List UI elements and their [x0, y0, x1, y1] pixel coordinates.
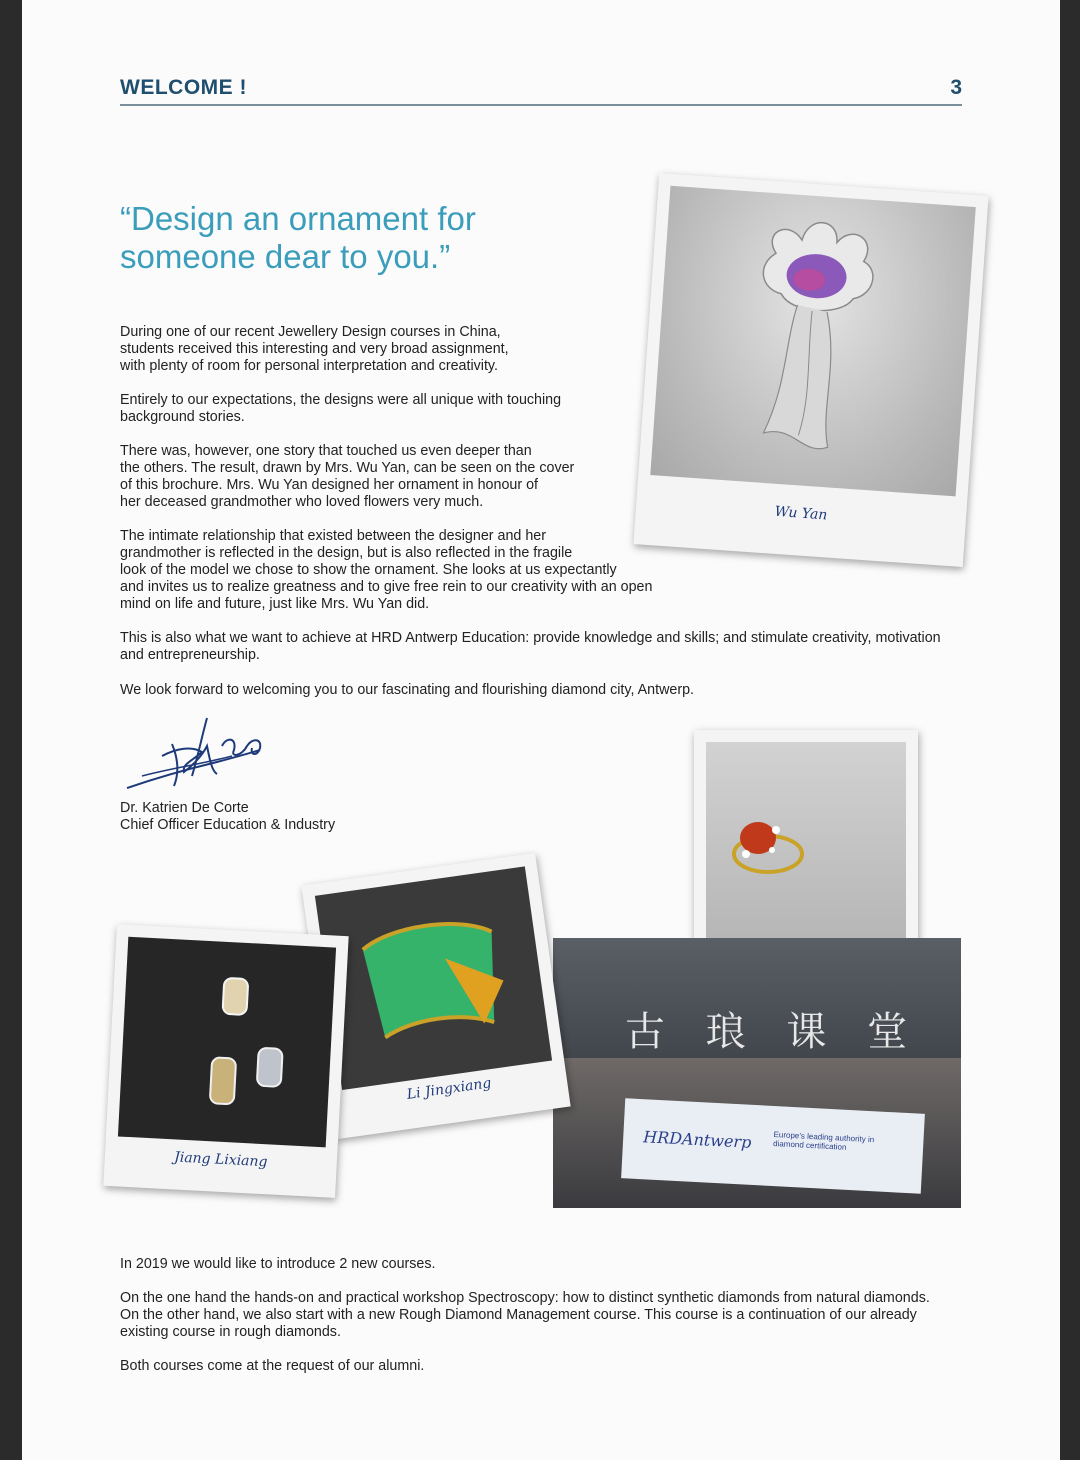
body-paragraph [120, 324, 509, 375]
text-line: This is also what we want to achieve at HRD Antwerp Education: provide knowledge and skills; and stimulate creativity, motivation [120, 630, 941, 646]
banner-brand: HRDAntwerp [642, 1127, 752, 1152]
caption-jiang-lixiang: Jiang Lixiang [173, 1149, 268, 1171]
body-paragraph [120, 528, 652, 613]
group-photo [553, 938, 961, 1208]
polaroid-wu-yan [633, 173, 988, 567]
text-line: There was, however, one story that touched us even deeper than [120, 443, 532, 459]
caption-li-jingxiang: Li Jingxiang [405, 1075, 493, 1103]
hrd-banner [621, 1098, 925, 1194]
header-divider [120, 104, 962, 106]
body-paragraph [120, 443, 574, 511]
caption-wu-yan: Wu Yan [774, 503, 828, 524]
text-line: grandmother is reflected in the design, but is also reflected in the fragile [120, 545, 573, 561]
signature-image [122, 716, 272, 796]
pull-quote-line: someone dear to you.” [120, 238, 451, 275]
text-line: Entirely to our expectations, the designs were all unique with touching [120, 392, 562, 408]
body-paragraph [120, 682, 694, 699]
photo-flower-sketch [650, 186, 975, 497]
ring-drawing [706, 742, 906, 954]
page-title: WELCOME ! [120, 76, 247, 99]
text-line: background stories. [120, 409, 245, 425]
page-number: 3 [950, 76, 962, 99]
text-line: and entrepreneurship. [120, 647, 260, 663]
text-line: with plenty of room for personal interpretation and creativity. [120, 358, 498, 374]
body-paragraph [120, 392, 561, 426]
signatory-title: Chief Officer Education & Industry [120, 817, 336, 833]
photo-ruby-ring [706, 742, 906, 954]
text-line: mind on life and future, just like Mrs. Wu Yan did. [120, 596, 430, 612]
bangle-drawing [315, 866, 552, 1090]
text-line: students received this interesting and very broad assignment, [120, 341, 509, 357]
signatory-name: Dr. Katrien De Corte [120, 800, 249, 816]
polaroid-jiang-lixiang [103, 924, 348, 1198]
footer-paragraph [120, 1290, 930, 1341]
flower-ornament-drawing [650, 186, 975, 497]
text-line: On the other hand, we also start with a new Rough Diamond Management course. This course is a continuation of our already [120, 1307, 917, 1323]
rings-drawing [118, 937, 336, 1148]
footer-paragraph [120, 1358, 424, 1375]
text-line: On the one hand the hands-on and practical workshop Spectroscopy: how to distinct synthetic diamonds from natural diamonds. [120, 1290, 930, 1306]
photo-rings-set [118, 937, 336, 1148]
text-line: the others. The result, drawn by Mrs. Wu Yan, can be seen on the cover [120, 460, 575, 476]
photo-jade-bangle [315, 866, 552, 1090]
text-line: of this brochure. Mrs. Wu Yan designed her ornament in honour of [120, 477, 539, 493]
footer-paragraph [120, 1256, 436, 1273]
brochure-page [22, 0, 1060, 1460]
text-line: Both courses come at the request of our alumni. [120, 1358, 425, 1374]
pull-quote [120, 200, 580, 276]
banner-tagline: Europe's leading authority in diamond certification [772, 1130, 875, 1152]
studio-sign: 古 琅 课 堂 [624, 1009, 922, 1055]
text-line: existing course in rough diamonds. [120, 1324, 341, 1340]
text-line: her deceased grandmother who loved flowers very much. [120, 494, 484, 510]
text-line: and invites us to realize greatness and to give free rein to our creativity with an open [120, 579, 653, 595]
pull-quote-line: “Design an ornament for [120, 200, 476, 237]
text-line: look of the model we chose to show the ornament. She looks at us expectantly [120, 562, 617, 578]
text-line: During one of our recent Jewellery Design courses in China, [120, 324, 501, 340]
text-line: We look forward to welcoming you to our fascinating and flourishing diamond city, Antwerp. [120, 682, 695, 698]
text-line: In 2019 we would like to introduce 2 new courses. [120, 1256, 436, 1272]
text-line: The intimate relationship that existed between the designer and her [120, 528, 546, 544]
body-paragraph [120, 630, 941, 664]
